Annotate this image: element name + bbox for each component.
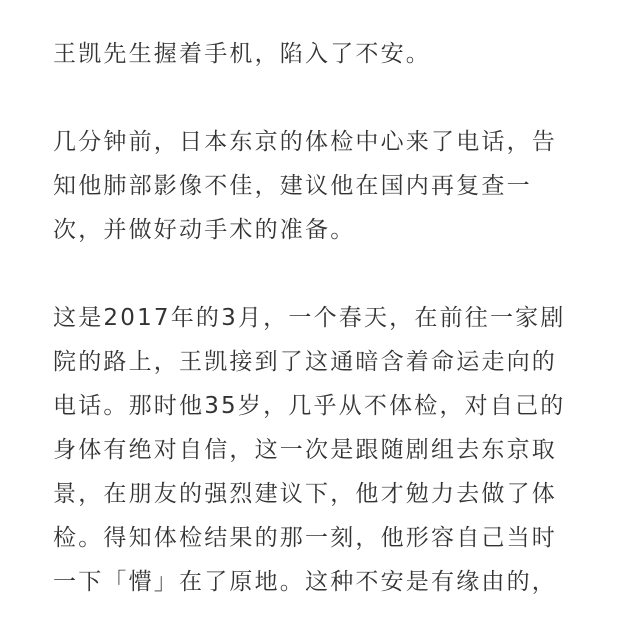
- paragraph-spacer: [53, 252, 593, 296]
- paragraph-2: [53, 120, 593, 252]
- text-line: 身体有绝对自信，这一次是跟随剧组去东京取: [53, 437, 557, 463]
- text-line: 电话。那时他35岁，几乎从不体检，对自己的: [53, 393, 566, 419]
- text-line: 次，并做好动手术的准备。: [53, 217, 356, 243]
- paragraph-3: [53, 296, 593, 604]
- text-line: 知他肺部影像不佳，建议他在国内再复查一: [53, 173, 532, 199]
- paragraph-1: [53, 32, 593, 76]
- text-line: 检。得知体检结果的那一刻，他形容自己当时: [53, 525, 557, 551]
- text-line: 景，在朋友的强烈建议下，他才勉力去做了体: [53, 481, 557, 507]
- text-line: 这是2017年的3月，一个春天，在前往一家剧: [53, 305, 566, 331]
- text-line: 王凯先生握着手机，陷入了不安。: [53, 41, 431, 67]
- article-body: [53, 32, 593, 604]
- text-line: 院的路上，王凯接到了这通暗含着命运走向的: [53, 349, 557, 375]
- text-line: 一下「懵」在了原地。这种不安是有缘由的，: [53, 569, 557, 595]
- paragraph-spacer: [53, 76, 593, 120]
- text-line: 几分钟前，日本东京的体检中心来了电话，告: [53, 129, 557, 155]
